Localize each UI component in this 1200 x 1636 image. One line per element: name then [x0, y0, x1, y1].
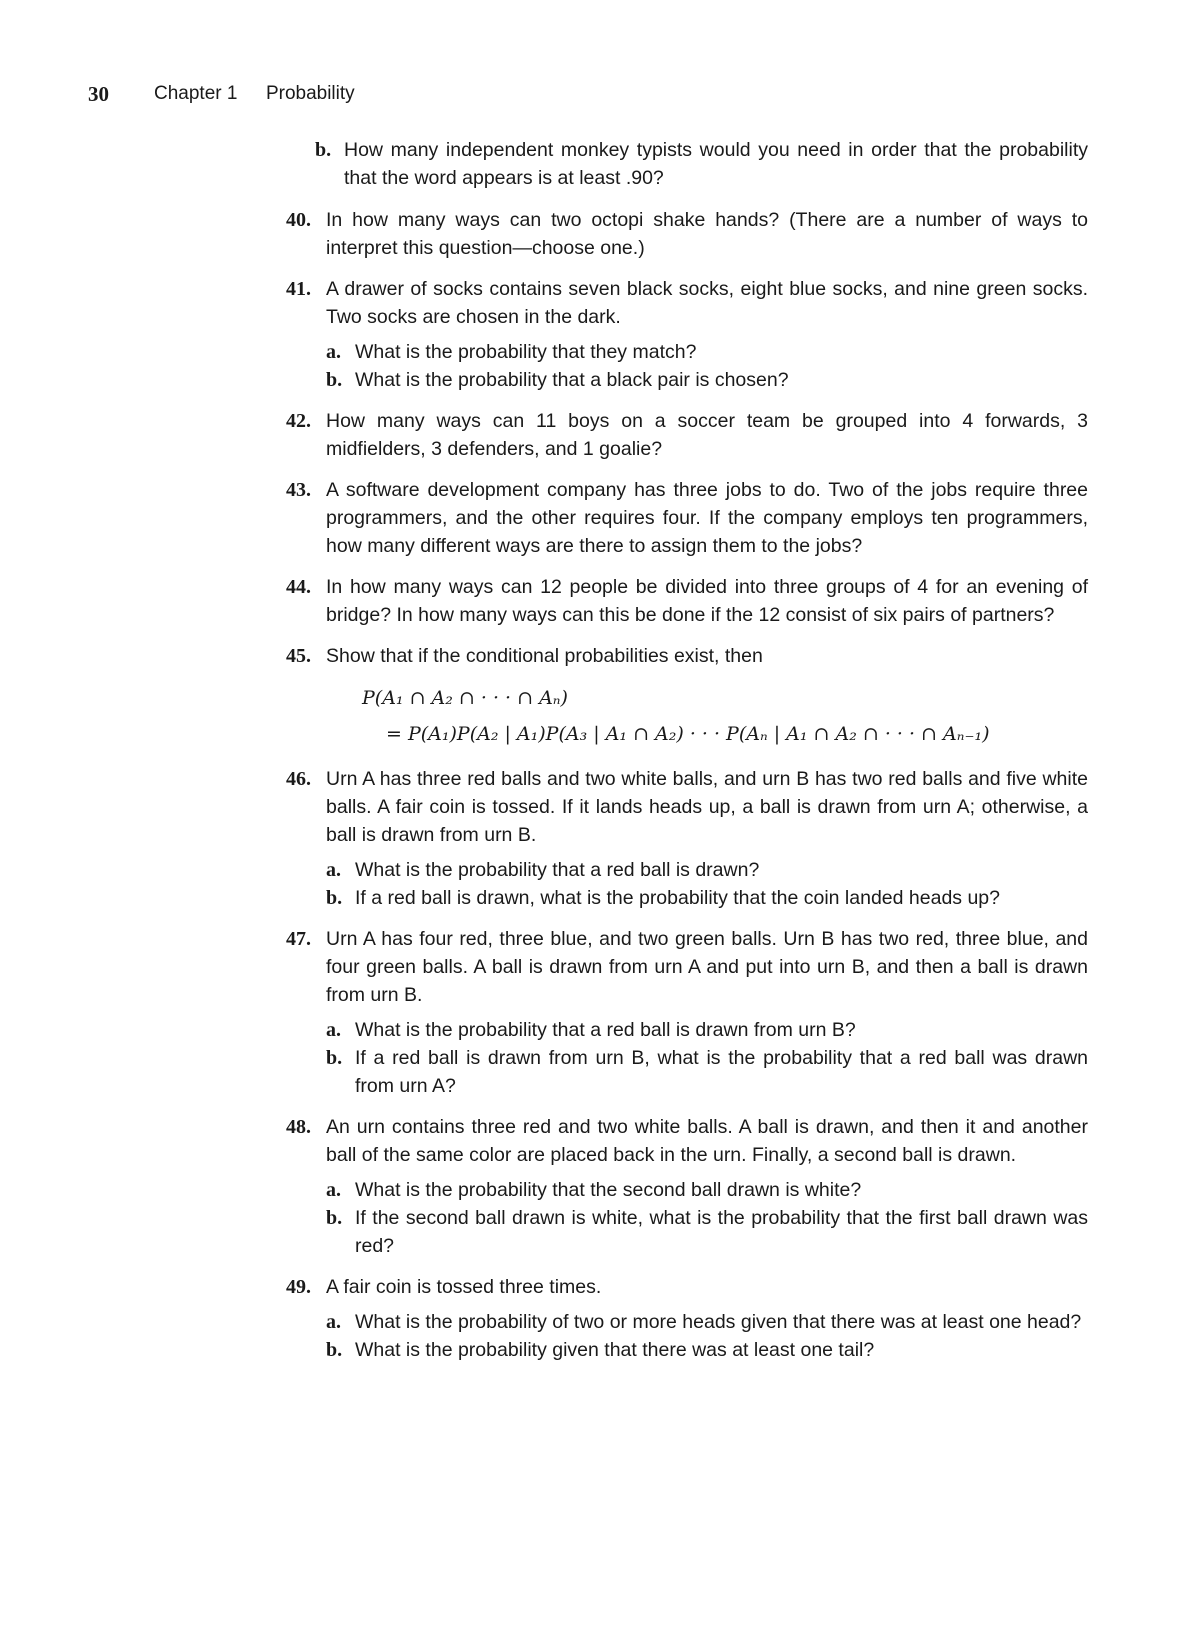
exercise-subpart	[326, 1044, 1088, 1100]
exercise-subpart	[326, 884, 1088, 912]
exercise-text: In how many ways can two octopi shake hands? (There are a number of ways to interpret this question—choose one.)	[326, 209, 1088, 259]
subpart-text: What is the probability given that there was at least one tail?	[355, 1339, 875, 1361]
subpart-label: b.	[326, 887, 343, 909]
subpart-label: a.	[326, 1179, 341, 1201]
exercise-48	[286, 1113, 1088, 1260]
subpart-label: a.	[326, 1311, 341, 1333]
subpart-text: How many independent monkey typists would you need in order that the probability that the word appears is at least .90?	[344, 139, 1088, 189]
exercise-number: 43.	[286, 479, 311, 501]
exercise-number: 47.	[286, 928, 311, 950]
equation-line: = P(A₁)P(A₂ | A₁)P(A₃ | A₁ ∩ A₂) · · · P(Aₙ | A₁ ∩ A₂ ∩ · · · ∩ Aₙ₋₁)	[386, 723, 990, 745]
exercise-list	[286, 136, 1088, 1377]
exercise-39-continued	[286, 136, 1088, 192]
exercise-number: 41.	[286, 278, 311, 300]
exercise-number: 46.	[286, 768, 311, 790]
exercise-text: How many ways can 11 boys on a soccer team be grouped into 4 forwards, 3 midfielders, 3 defenders, and 1 goalie?	[326, 410, 1088, 460]
exercise-number: 48.	[286, 1116, 311, 1138]
running-head: Chapter 1 Probability	[154, 83, 355, 104]
exercise-47	[286, 925, 1088, 1100]
exercise-number: 40.	[286, 209, 311, 231]
page-number: 30	[88, 82, 109, 106]
subpart-text: If the second ball drawn is white, what is the probability that the first ball drawn was red?	[355, 1207, 1088, 1257]
exercise-41	[286, 275, 1088, 394]
subpart-label: b.	[326, 369, 343, 391]
exercise-45	[286, 642, 1088, 752]
subpart-label: a.	[326, 859, 341, 881]
subpart-label: a.	[326, 1019, 341, 1041]
exercise-number: 45.	[286, 645, 311, 667]
exercise-text: Show that if the conditional probabilities exist, then	[326, 645, 763, 667]
exercise-text: Urn A has three red balls and two white balls, and urn B has two red balls and five white balls. A fair coin is tossed. If it lands heads up, a ball is drawn from urn A; otherwise, a ball is drawn from urn B.	[326, 768, 1088, 846]
subpart-label: b.	[326, 1207, 343, 1229]
exercise-40	[286, 206, 1088, 262]
subpart-text: What is the probability that a red ball is drawn?	[355, 859, 760, 881]
subpart-text: If a red ball is drawn from urn B, what is the probability that a red ball was drawn from urn A?	[355, 1047, 1088, 1097]
equation	[326, 680, 1088, 752]
exercise-text: A fair coin is tossed three times.	[326, 1276, 602, 1298]
exercise-subpart	[326, 1204, 1088, 1260]
exercise-43	[286, 476, 1088, 560]
exercise-46	[286, 765, 1088, 912]
exercise-subpart	[326, 1336, 1088, 1364]
exercise-subpart	[326, 366, 1088, 394]
subpart-label: b.	[326, 1339, 343, 1361]
exercise-number: 42.	[286, 410, 311, 432]
subpart-label: b.	[315, 139, 332, 161]
exercise-text: An urn contains three red and two white balls. A ball is drawn, and then it and another ball of the same color are placed back in the urn. Finally, a second ball is drawn.	[326, 1116, 1088, 1166]
subpart-text: What is the probability that a black pair is chosen?	[355, 369, 789, 391]
exercise-subpart	[326, 1176, 1088, 1204]
subpart-text: If a red ball is drawn, what is the probability that the coin landed heads up?	[355, 887, 1000, 909]
exercise-49	[286, 1273, 1088, 1364]
exercise-subpart	[326, 856, 1088, 884]
subpart-text: What is the probability that they match?	[355, 341, 697, 363]
exercise-subpart	[315, 136, 1088, 192]
exercise-subpart	[326, 1308, 1088, 1336]
exercise-44	[286, 573, 1088, 629]
exercise-text: Urn A has four red, three blue, and two green balls. Urn B has two red, three blue, and four green balls. A ball is drawn from urn A and put into urn B, and then a ball is drawn from urn B.	[326, 928, 1088, 1006]
exercise-text: A drawer of socks contains seven black socks, eight blue socks, and nine green socks. Two socks are chosen in the dark.	[326, 278, 1088, 328]
exercise-text: A software development company has three jobs to do. Two of the jobs require three programmers, and the other requires four. If the company employs ten programmers, how many different ways are there to assign them to the jobs?	[326, 479, 1088, 557]
subpart-text: What is the probability of two or more heads given that there was at least one head?	[355, 1311, 1082, 1333]
exercise-subpart	[326, 338, 1088, 366]
exercise-42	[286, 407, 1088, 463]
subpart-text: What is the probability that the second ball drawn is white?	[355, 1179, 862, 1201]
subpart-label: b.	[326, 1047, 343, 1069]
equation-line: P(A₁ ∩ A₂ ∩ · · · ∩ Aₙ)	[362, 687, 568, 709]
subpart-text: What is the probability that a red ball is drawn from urn B?	[355, 1019, 856, 1041]
subpart-label: a.	[326, 341, 341, 363]
exercise-number: 49.	[286, 1276, 311, 1298]
exercise-number: 44.	[286, 576, 311, 598]
exercise-subpart	[326, 1016, 1088, 1044]
exercise-text: In how many ways can 12 people be divided into three groups of 4 for an evening of bridge? In how many ways can this be done if the 12 consist of six pairs of partners?	[326, 576, 1088, 626]
